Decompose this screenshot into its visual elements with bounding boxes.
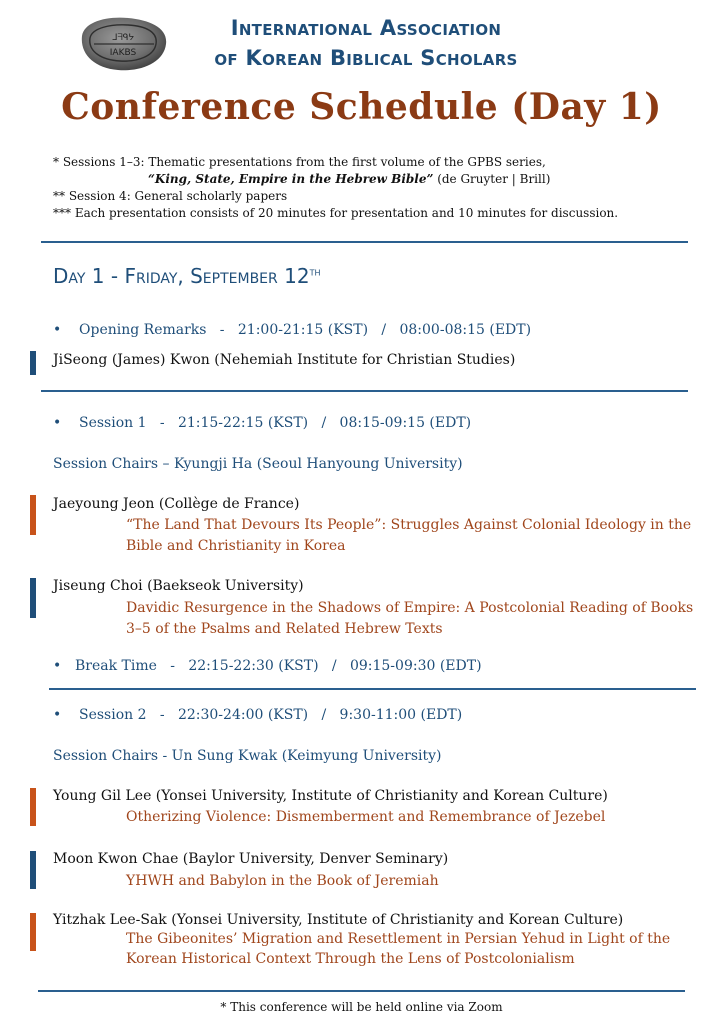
speaker-marker [30, 788, 36, 826]
seal-logo [76, 14, 170, 74]
day-heading [53, 264, 320, 288]
series-publisher: (de Gruyter | Brill) [433, 172, 551, 186]
day-heading-sup: th [309, 264, 321, 279]
session1-paper2-title-b: 3–5 of the Psalms and Related Hebrew Texts [126, 621, 443, 637]
speaker-marker [30, 351, 36, 375]
note-series-title [148, 171, 550, 188]
divider [41, 241, 688, 243]
session1-row [53, 415, 471, 431]
session1-speaker2: Jiseung Choi (Baekseok University) [53, 578, 304, 594]
note-session4: ** Session 4: General scholarly papers [53, 189, 288, 203]
day-heading-text: Day 1 - Friday, September 12 [53, 264, 310, 288]
opening-remarks-row [53, 322, 531, 338]
session2-chairs: Session Chairs - Un Sung Kwak (Keimyung University) [53, 748, 442, 764]
bullet: • [53, 322, 62, 338]
session2-speaker2: Moon Kwon Chae (Baylor University, Denver Seminary) [53, 851, 449, 867]
speaker-marker [30, 495, 36, 535]
speaker-marker [30, 578, 36, 618]
divider [49, 688, 696, 690]
page-title: Conference Schedule (Day 1) [61, 86, 662, 128]
session1-paper1-title-b: Bible and Christianity in Korea [126, 538, 346, 554]
session2-speaker1: Young Gil Lee (Yonsei University, Institute of Christianity and Korean Culture) [53, 788, 608, 804]
break-row [53, 658, 482, 674]
session2-label: Session 2 - 22:30-24:00 (KST) / 9:30-11:00 (EDT) [79, 707, 463, 723]
bullet: • [53, 707, 62, 723]
opening-speaker: JiSeong (James) Kwon (Nehemiah Institute for Christian Studies) [53, 352, 516, 368]
footer-note: * This conference will be held online via Zoom [220, 1000, 503, 1014]
session1-speaker1: Jaeyoung Jeon (Collège de France) [53, 496, 300, 512]
speaker-marker [30, 913, 36, 951]
org-name-line1: International Association [230, 16, 502, 40]
speaker-marker [30, 851, 36, 889]
session2-paper3-title-b: Korean Historical Context Through the Lens of Postcolonialism [126, 951, 575, 967]
divider [38, 990, 685, 992]
session1-paper2-title-a: Davidic Resurgence in the Shadows of Empire: A Postcolonial Reading of Books [126, 600, 694, 616]
session2-paper1-title: Otherizing Violence: Dismemberment and Remembrance of Jezebel [126, 809, 606, 825]
divider [41, 390, 688, 392]
session1-label: Session 1 - 21:15-22:15 (KST) / 08:15-09:15 (EDT) [79, 415, 472, 431]
session2-speaker3: Yitzhak Lee-Sak (Yonsei University, Institute of Christianity and Korean Culture) [53, 912, 624, 928]
session1-chairs: Session Chairs – Kyungji Ha (Seoul Hanyoung University) [53, 456, 463, 472]
note-format: *** Each presentation consists of 20 minutes for presentation and 10 minutes for discussion. [53, 206, 619, 220]
opening-remarks-label: Opening Remarks - 21:00-21:15 (KST) / 08:00-08:15 (EDT) [79, 322, 532, 338]
session2-row [53, 707, 462, 723]
session2-paper2-title: YHWH and Babylon in the Book of Jeremiah [126, 873, 439, 889]
session1-paper1-title-a: “The Land That Devours Its People”: Struggles Against Colonial Ideology in the [126, 517, 692, 533]
bullet: • [53, 415, 62, 431]
bullet: • [53, 658, 62, 674]
note-sessions: * Sessions 1–3: Thematic presentations from the first volume of the GPBS series, [53, 155, 546, 169]
svg-text:IAKBS: IAKBS [109, 48, 137, 58]
series-title: “King, State, Empire in the Hebrew Bible” [148, 172, 434, 186]
svg-text:ᒧᖷᑫᔭ: ᒧᖷᑫᔭ [111, 33, 135, 43]
break-label: Break Time - 22:15-22:30 (KST) / 09:15-09:30 (EDT) [75, 658, 482, 674]
org-name-line2: of Korean Biblical Scholars [214, 46, 518, 70]
session2-paper3-title-a: The Gibeonites’ Migration and Resettlement in Persian Yehud in Light of the [126, 931, 671, 947]
